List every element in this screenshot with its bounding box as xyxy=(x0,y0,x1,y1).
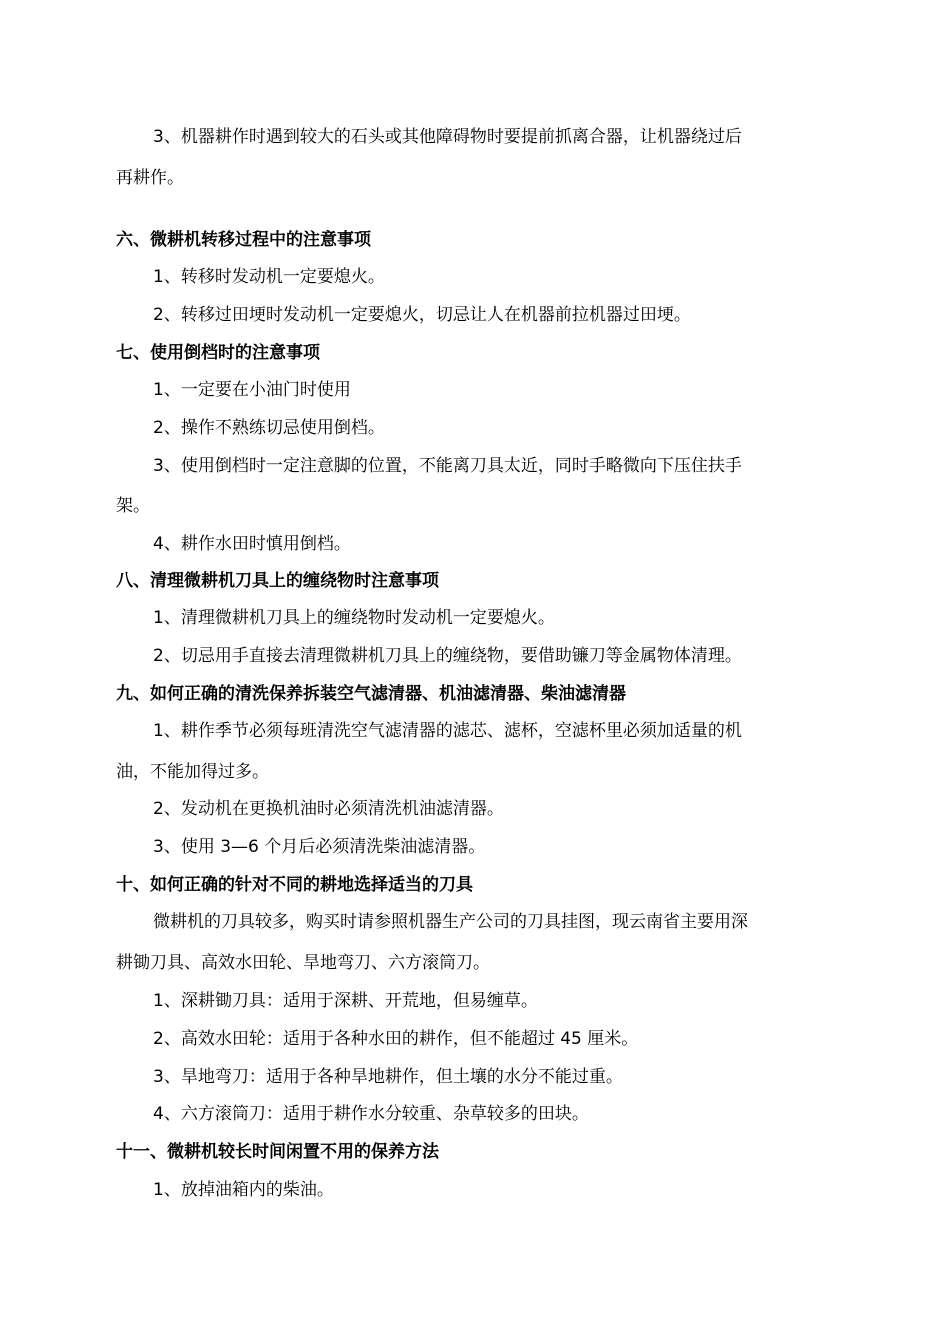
paragraph-line: 4、六方滚筒刀：适用于耕作水分较重、杂草较多的田块。 xyxy=(153,1104,589,1124)
paragraph-line: 1、转移时发动机一定要熄火。 xyxy=(153,267,385,287)
paragraph-line: 1、一定要在小油门时使用 xyxy=(153,380,351,400)
paragraph-line: 微耕机的刀具较多，购买时请参照机器生产公司的刀具挂图，现云南省主要用深 xyxy=(153,912,748,932)
section-heading: 八、清理微耕机刀具上的缠绕物时注意事项 xyxy=(116,571,439,591)
paragraph-line: 4、耕作水田时慎用倒档。 xyxy=(153,534,351,554)
paragraph-line: 架。 xyxy=(116,496,150,516)
paragraph-line: 3、使用 3—6 个月后必须清洗柴油滤清器。 xyxy=(153,837,486,857)
paragraph-line: 1、清理微耕机刀具上的缠绕物时发动机一定要熄火。 xyxy=(153,608,555,628)
section-heading: 九、如何正确的清洗保养拆装空气滤清器、机油滤清器、柴油滤清器 xyxy=(116,684,626,704)
paragraph-line: 1、耕作季节必须每班清洗空气滤清器的滤芯、滤杯，空滤杯里必须加适量的机 xyxy=(153,721,742,741)
paragraph-line: 2、切忌用手直接去清理微耕机刀具上的缠绕物，要借助镰刀等金属物体清理。 xyxy=(153,646,742,666)
paragraph-line: 1、深耕锄刀具：适用于深耕、开荒地，但易缠草。 xyxy=(153,991,538,1011)
paragraph-line: 耕锄刀具、高效水田轮、旱地弯刀、六方滚筒刀。 xyxy=(116,953,490,973)
paragraph-line: 2、操作不熟练切忌使用倒档。 xyxy=(153,418,385,438)
paragraph-line: 3、旱地弯刀：适用于各种旱地耕作，但土壤的水分不能过重。 xyxy=(153,1067,623,1087)
paragraph-line: 2、发动机在更换机油时必须清洗机油滤清器。 xyxy=(153,799,504,819)
paragraph-line: 再耕作。 xyxy=(116,168,184,188)
paragraph-line: 油，不能加得过多。 xyxy=(116,762,269,782)
section-heading: 六、微耕机转移过程中的注意事项 xyxy=(116,230,371,250)
section-heading: 七、使用倒档时的注意事项 xyxy=(116,343,320,363)
paragraph-line: 1、放掉油箱内的柴油。 xyxy=(153,1180,334,1200)
paragraph-line: 3、机器耕作时遇到较大的石头或其他障碍物时要提前抓离合器，让机器绕过后 xyxy=(153,127,742,147)
paragraph-line: 2、高效水田轮：适用于各种水田的耕作，但不能超过 45 厘米。 xyxy=(153,1029,639,1049)
section-heading: 十、如何正确的针对不同的耕地选择适当的刀具 xyxy=(116,875,473,895)
paragraph-line: 2、转移过田埂时发动机一定要熄火，切忌让人在机器前拉机器过田埂。 xyxy=(153,305,691,325)
paragraph-line: 3、使用倒档时一定注意脚的位置，不能离刀具太近，同时手略微向下压住扶手 xyxy=(153,456,742,476)
section-heading: 十一、微耕机较长时间闲置不用的保养方法 xyxy=(116,1142,439,1162)
